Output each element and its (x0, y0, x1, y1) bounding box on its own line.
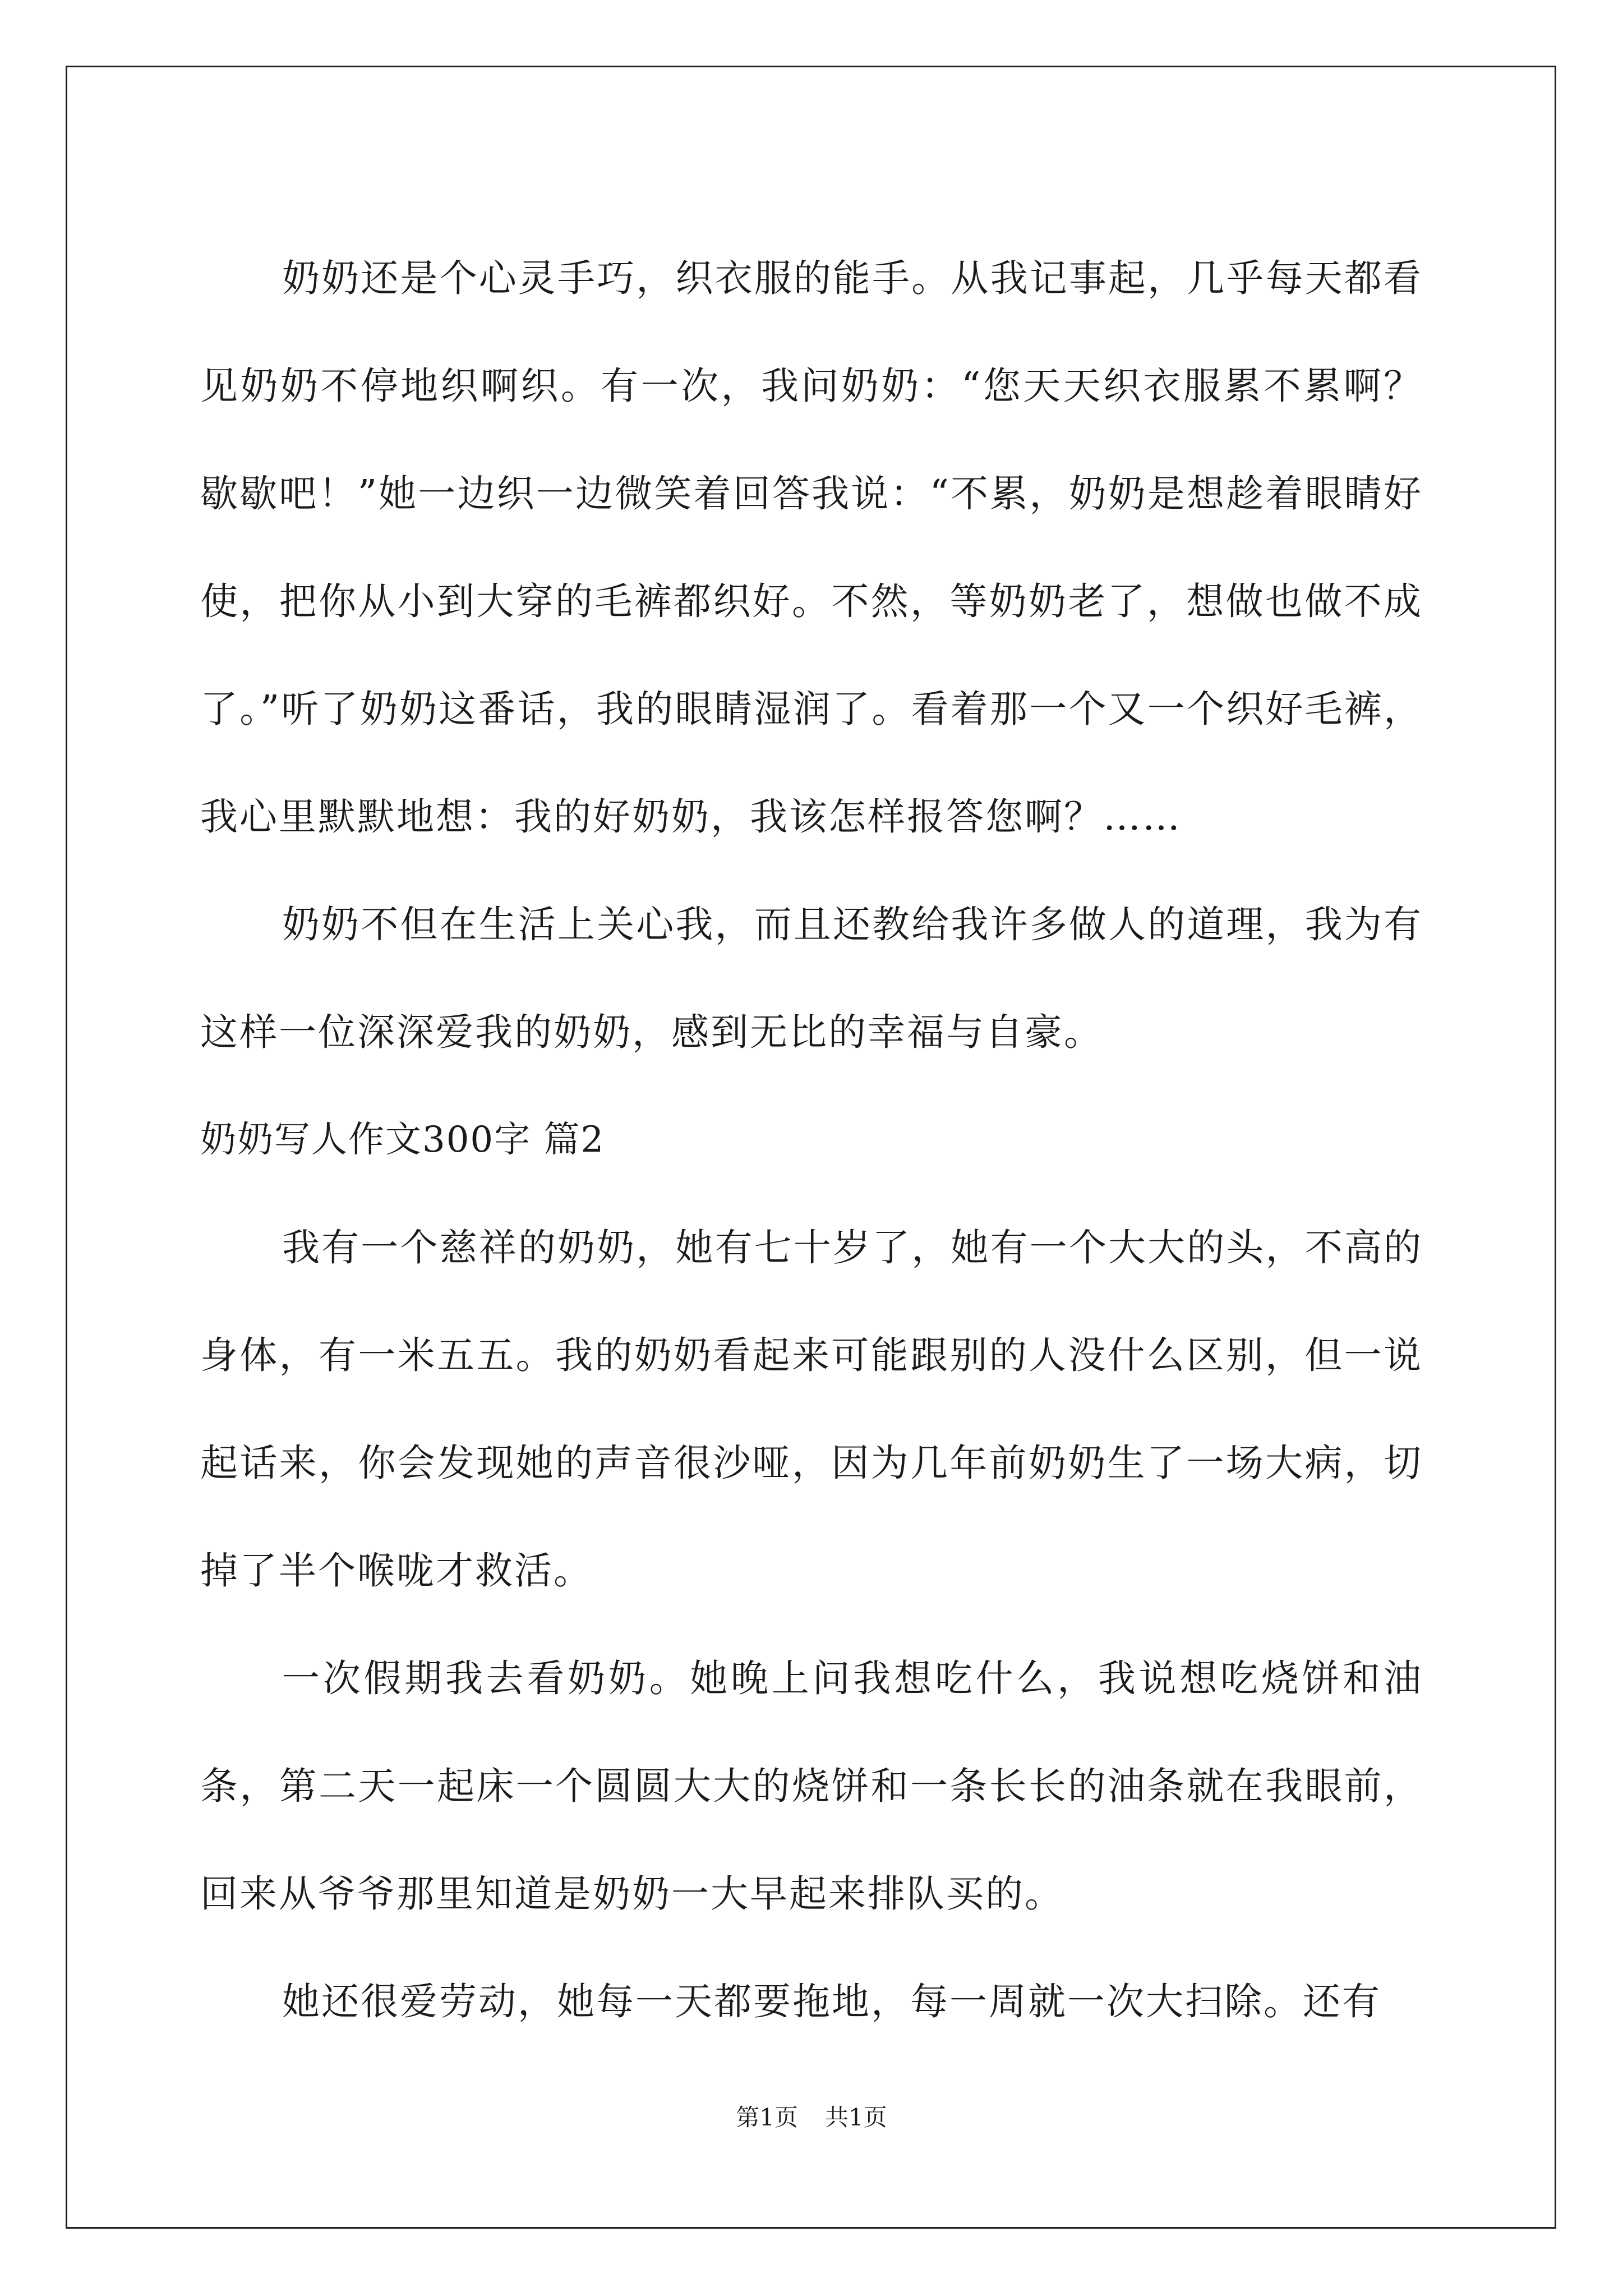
paragraph: 她还很爱劳动，她每一天都要拖地，每一周就一次大扫除。还有 (282, 1980, 1381, 2023)
section-heading: 奶奶写人作文300字 篇2 (200, 1119, 605, 1161)
paragraph: 我有一个慈祥的奶奶，她有七十岁了，她有一个大大的头，不高的身体，有一米五五。我的奶奶看起来可能跟别的人没什么区别，但一说起话来，你会发现她的声音很沙哑，因为几年前奶奶生了一场大病，切掉了半个喉咙才救活。 (200, 1226, 1423, 1593)
page-number: 第1页 (736, 2104, 798, 2131)
document-body (200, 224, 1423, 2055)
paragraph: 奶奶不但在生活上关心我，而且还教给我许多做人的道理，我为有这样一位深深爱我的奶奶，感到无比的幸福与自豪。 (200, 903, 1423, 1054)
paragraph: 奶奶还是个心灵手巧，织衣服的能手。从我记事起，几乎每天都看见奶奶不停地织啊织。有一次，我问奶奶：“您天天织衣服累不累啊？歇歇吧！”她一边织一边微笑着回答我说：“不累，奶奶是想趁着眼睛好使，把你从小到大穿的毛裤都织好。不然，等奶奶老了，想做也做不成了。”听了奶奶这番话，我的眼睛湿润了。看着那一个又一个织好毛裤，我心里默默地想：我的好奶奶，我该怎样报答您啊？…… (200, 256, 1423, 839)
page-footer (0, 2101, 1623, 2134)
page-total: 共1页 (825, 2104, 887, 2131)
paragraph: 一次假期我去看奶奶。她晚上问我想吃什么，我说想吃烧饼和油条，第二天一起床一个圆圆大大的烧饼和一条长长的油条就在我眼前，回来从爷爷那里知道是奶奶一大早起来排队买的。 (200, 1657, 1423, 1916)
